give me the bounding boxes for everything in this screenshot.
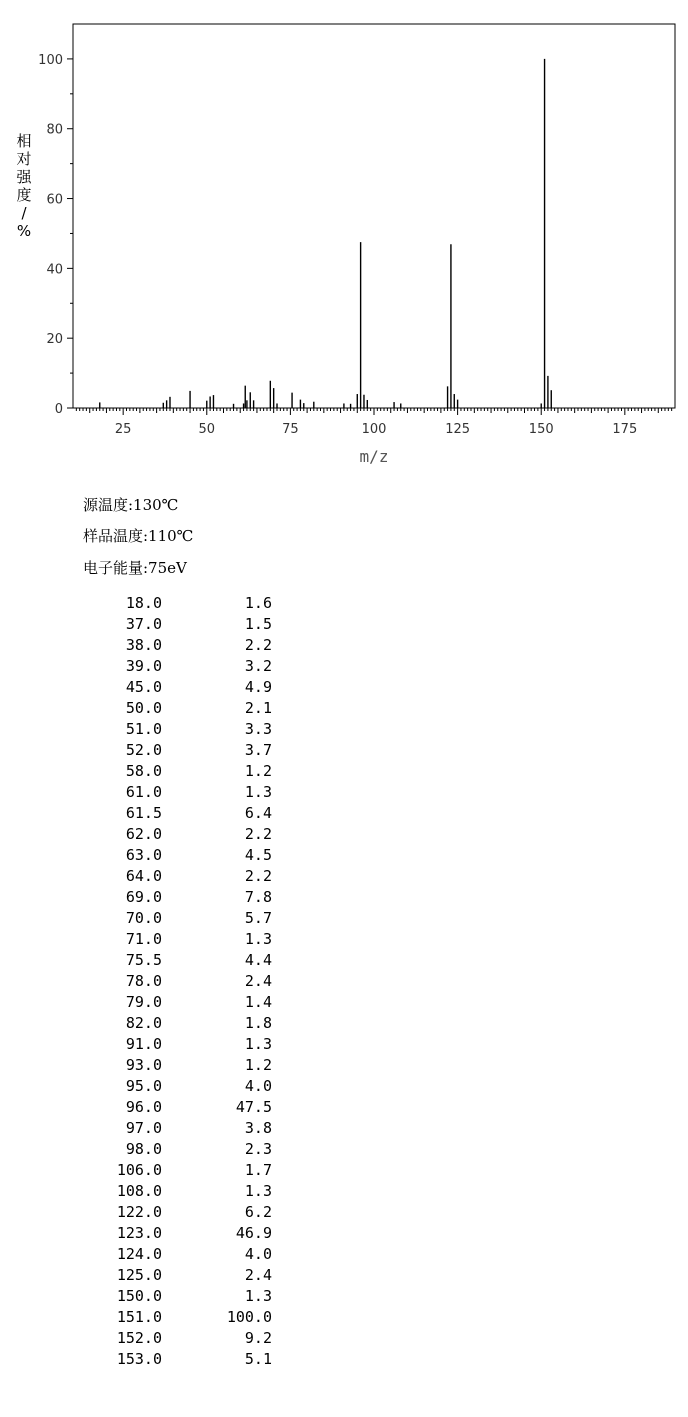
table-row	[90, 677, 272, 698]
table-row	[90, 1307, 272, 1328]
peak-intensity-cell: 1.3	[244, 1182, 272, 1200]
y-tick-label: 0	[54, 402, 63, 417]
peak-mz-cell: 108.0	[116, 1182, 162, 1200]
peak-mz-cell: 91.0	[125, 1035, 162, 1053]
table-row	[90, 887, 272, 908]
table-row	[90, 740, 272, 761]
x-tick-label: 175	[612, 422, 638, 437]
peak-intensity-cell: 4.5	[244, 846, 272, 864]
peak-mz-cell: 63.0	[125, 846, 162, 864]
mass-spectrum-chart	[0, 0, 688, 480]
peak-mz-cell: 38.0	[125, 636, 162, 654]
y-axis-label: 相对强度/ %	[16, 132, 32, 240]
peak-mz-cell: 58.0	[125, 762, 162, 780]
table-row	[90, 719, 272, 740]
peak-mz-cell: 37.0	[125, 615, 162, 633]
table-row	[90, 782, 272, 803]
table-row	[90, 971, 272, 992]
peak-mz-cell: 39.0	[125, 657, 162, 675]
table-row	[90, 1328, 272, 1349]
table-row	[90, 1244, 272, 1265]
peak-intensity-cell: 2.4	[244, 1266, 272, 1284]
peak-intensity-cell: 7.8	[244, 888, 272, 906]
table-row	[90, 1286, 272, 1307]
table-row	[90, 593, 272, 614]
peak-intensity-cell: 46.9	[235, 1224, 272, 1242]
peak-intensity-cell: 1.7	[244, 1161, 272, 1179]
peak-mz-cell: 122.0	[116, 1203, 162, 1221]
peak-intensity-cell: 1.3	[244, 783, 272, 801]
peak-mz-cell: 18.0	[125, 594, 162, 612]
peak-intensity-cell: 2.2	[244, 636, 272, 654]
peak-intensity-cell: 3.7	[244, 741, 272, 759]
peak-mz-cell: 151.0	[116, 1308, 162, 1326]
table-row	[90, 1097, 272, 1118]
peak-mz-cell: 45.0	[125, 678, 162, 696]
peak-intensity-cell: 2.2	[244, 825, 272, 843]
x-axis	[115, 422, 637, 437]
y-tick-label: 60	[46, 192, 63, 208]
table-row	[90, 1202, 272, 1223]
peak-mz-cell: 62.0	[125, 825, 162, 843]
peak-mz-cell: 125.0	[116, 1266, 162, 1284]
peak-mz-cell: 150.0	[116, 1287, 162, 1305]
peak-mz-cell: 69.0	[125, 888, 162, 906]
table-row	[90, 1139, 272, 1160]
peak-mz-cell: 95.0	[125, 1077, 162, 1095]
peak-mz-cell: 78.0	[125, 972, 162, 990]
peak-intensity-cell: 9.2	[244, 1329, 272, 1347]
source-temperature: 源温度:130℃	[83, 496, 179, 514]
peak-intensity-cell: 4.0	[244, 1077, 272, 1095]
y-tick-label: 80	[46, 122, 63, 138]
peak-mz-cell: 124.0	[116, 1245, 162, 1263]
peak-mz-cell: 82.0	[125, 1014, 162, 1032]
peak-intensity-cell: 4.9	[244, 678, 272, 696]
y-axis	[38, 53, 73, 417]
table-row	[90, 866, 272, 887]
peak-mz-cell: 61.5	[125, 804, 162, 822]
peak-table	[90, 593, 272, 1370]
table-row	[90, 845, 272, 866]
y-tick-label: 40	[46, 262, 63, 278]
peak-intensity-cell: 5.7	[244, 909, 272, 927]
peak-mz-cell: 50.0	[125, 699, 162, 717]
peak-intensity-cell: 2.4	[244, 972, 272, 990]
peak-intensity-cell: 1.3	[244, 1287, 272, 1305]
peak-intensity-cell: 47.5	[235, 1098, 272, 1116]
peak-intensity-cell: 4.0	[244, 1245, 272, 1263]
x-tick-label: 75	[282, 422, 299, 437]
peak-mz-cell: 106.0	[116, 1161, 162, 1179]
peak-intensity-cell: 2.3	[244, 1140, 272, 1158]
peak-intensity-cell: 1.6	[244, 594, 272, 612]
peak-intensity-cell: 1.3	[244, 1035, 272, 1053]
peak-mz-cell: 75.5	[125, 951, 162, 969]
plot-frame	[73, 24, 675, 408]
peak-intensity-cell: 1.4	[244, 993, 272, 1011]
table-row	[90, 1160, 272, 1181]
table-row	[90, 656, 272, 677]
y-tick-label: 100	[38, 52, 63, 68]
peak-intensity-cell: 3.2	[244, 657, 272, 675]
y-tick-label: 20	[46, 332, 63, 348]
table-row	[90, 635, 272, 656]
table-row	[90, 1118, 272, 1139]
table-row	[90, 614, 272, 635]
peak-intensity-cell: 1.2	[244, 762, 272, 780]
table-row	[90, 992, 272, 1013]
table-row	[90, 908, 272, 929]
peak-intensity-cell: 2.1	[244, 699, 272, 717]
peak-mz-cell: 71.0	[125, 930, 162, 948]
x-minor-ticks	[76, 408, 671, 415]
peak-intensity-cell: 1.3	[244, 930, 272, 948]
peak-intensity-cell: 1.5	[244, 615, 272, 633]
table-row	[90, 761, 272, 782]
table-row	[90, 950, 272, 971]
peak-intensity-cell: 3.8	[244, 1119, 272, 1137]
table-row	[90, 929, 272, 950]
peak-mz-cell: 97.0	[125, 1119, 162, 1137]
x-tick-label: 150	[528, 422, 554, 437]
electron-energy: 电子能量:75eV	[83, 559, 187, 577]
peak-mz-cell: 96.0	[125, 1098, 162, 1116]
peak-intensity-cell: 100.0	[226, 1308, 272, 1326]
peak-intensity-cell: 5.1	[244, 1350, 272, 1368]
table-row	[90, 1034, 272, 1055]
peak-intensity-cell: 2.2	[244, 867, 272, 885]
peak-mz-cell: 123.0	[116, 1224, 162, 1242]
peak-intensity-cell: 1.8	[244, 1014, 272, 1032]
table-row	[90, 1349, 272, 1370]
peak-intensity-cell: 3.3	[244, 720, 272, 738]
peak-mz-cell: 70.0	[125, 909, 162, 927]
peak-intensity-cell: 6.2	[244, 1203, 272, 1221]
peak-intensity-cell: 1.2	[244, 1056, 272, 1074]
table-row	[90, 1223, 272, 1244]
table-row	[90, 1181, 272, 1202]
peak-bars	[100, 59, 552, 408]
table-row	[90, 1076, 272, 1097]
peak-mz-cell: 64.0	[125, 867, 162, 885]
peak-mz-cell: 152.0	[116, 1329, 162, 1347]
peak-mz-cell: 98.0	[125, 1140, 162, 1158]
x-tick-label: 25	[114, 422, 132, 437]
table-row	[90, 803, 272, 824]
x-tick-label: 50	[198, 422, 216, 437]
table-row	[90, 1265, 272, 1286]
table-row	[90, 1013, 272, 1034]
sample-temperature: 样品温度:110℃	[83, 527, 194, 545]
peak-intensity-cell: 4.4	[244, 951, 272, 969]
peak-mz-cell: 61.0	[125, 783, 162, 801]
x-tick-label: 100	[361, 422, 387, 437]
x-tick-label: 125	[445, 422, 471, 437]
peak-mz-cell: 153.0	[116, 1350, 162, 1368]
table-row	[90, 698, 272, 719]
table-row	[90, 824, 272, 845]
peak-intensity-cell: 6.4	[244, 804, 272, 822]
x-axis-label: m/z	[359, 447, 389, 466]
peak-mz-cell: 79.0	[125, 993, 162, 1011]
peak-mz-cell: 52.0	[125, 741, 162, 759]
peak-mz-cell: 93.0	[125, 1056, 162, 1074]
table-row	[90, 1055, 272, 1076]
peak-mz-cell: 51.0	[125, 720, 162, 738]
